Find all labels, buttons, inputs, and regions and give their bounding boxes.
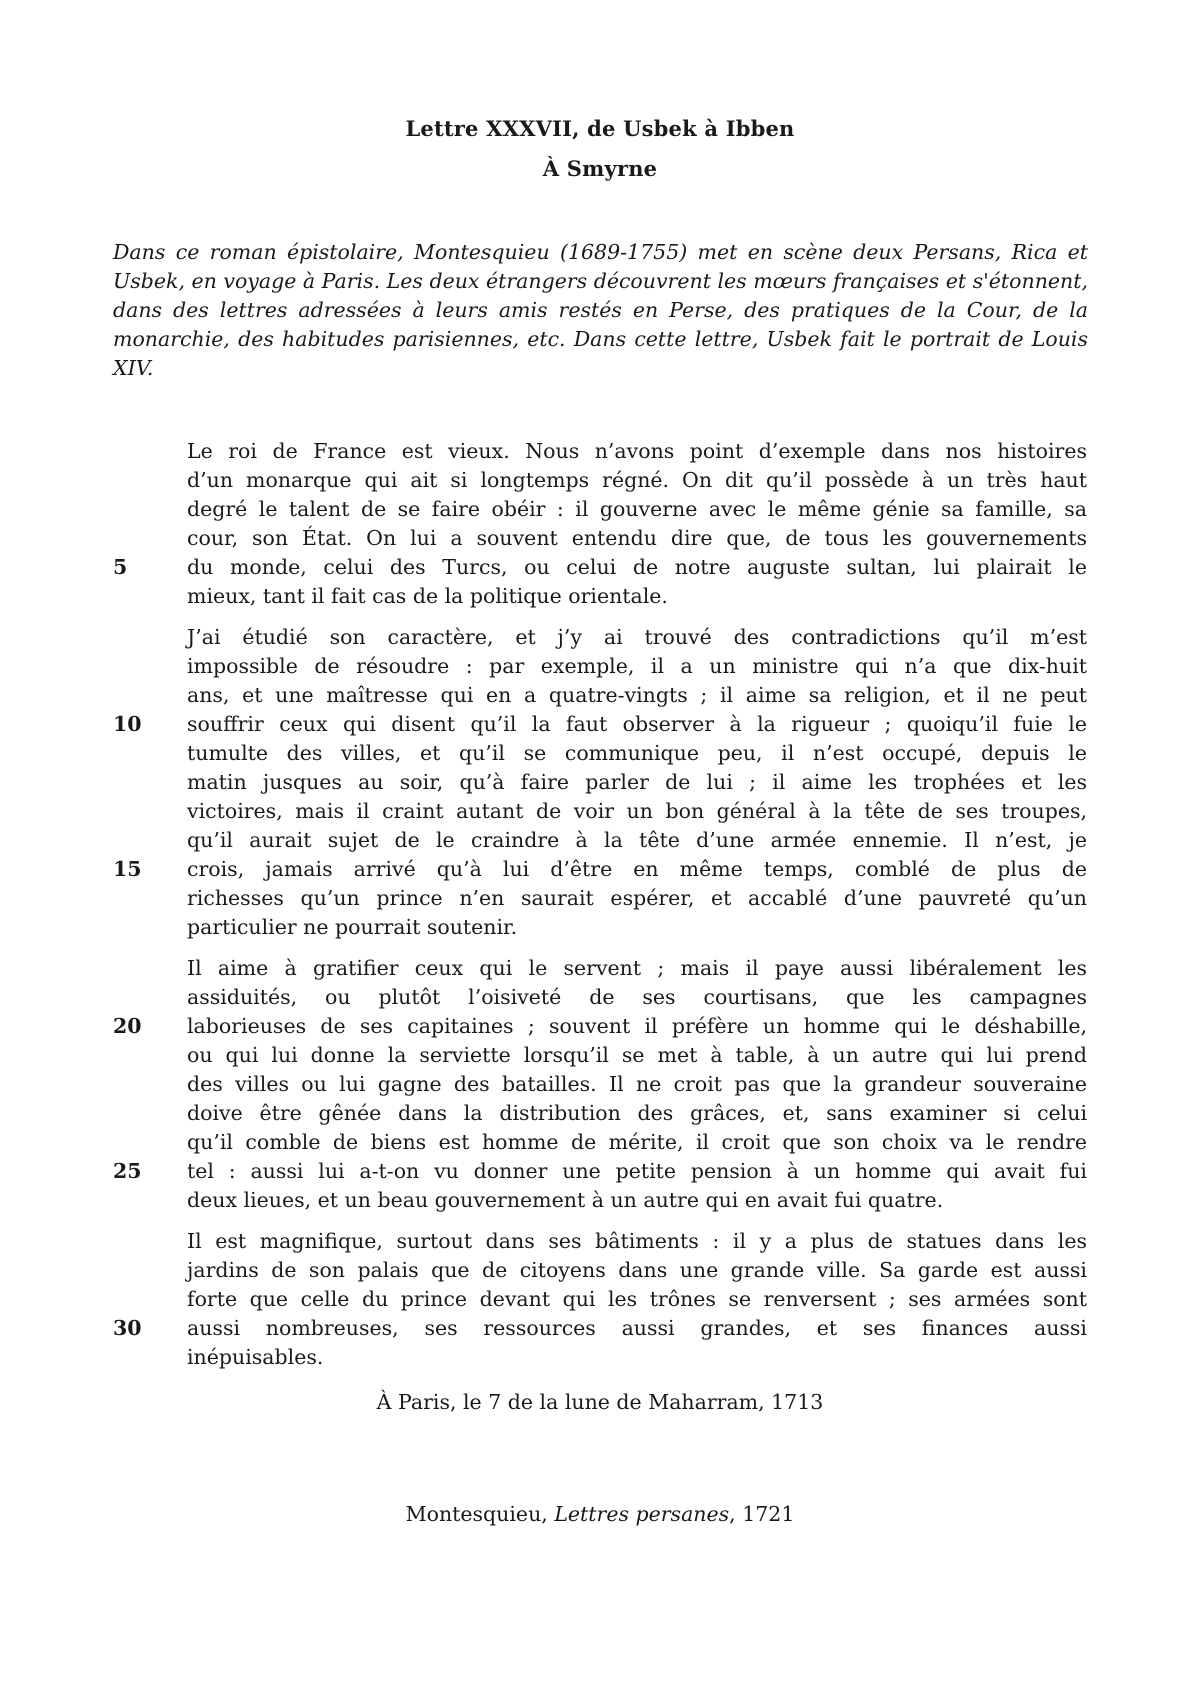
- line-text: particulier ne pourrait soutenir.: [187, 915, 518, 939]
- line-text: J’ai étudié son caractère, et j’y ai trouvé des contradictions qu’il m’est: [187, 625, 1087, 649]
- text-line: [187, 913, 1087, 942]
- body-paragraph: [113, 1227, 1087, 1372]
- line-text: victoires, mais il craint autant de voir un bon général à la tête de ses troupes,: [187, 799, 1087, 823]
- text-line: [187, 582, 1087, 611]
- intro-paragraph: Dans ce roman épistolaire, Montesquieu (1689-1755) met en scène deux Persans, Rica et Usbek, en voyage à Paris. Les deux étrangers découvrent les mœurs françaises et s'étonnent, dans des lettres adressées à leurs amis restés en Perse, des pratiques de la Cour, de la monarchie, des habitudes parisiennes, etc. Dans cette lettre, Usbek fait le portrait de Louis XIV.: [113, 240, 1088, 380]
- text-line: [187, 739, 1087, 768]
- letter-signature: À Paris, le 7 de la lune de Maharram, 1713: [376, 1390, 824, 1414]
- text-line: [187, 1128, 1087, 1157]
- line-text: inépuisables.: [187, 1345, 324, 1369]
- line-text: deux lieues, et un beau gouvernement à un autre qui en avait fui quatre.: [187, 1188, 944, 1212]
- text-line: [187, 1041, 1087, 1070]
- text-line: [187, 1227, 1087, 1256]
- body-paragraph: [113, 954, 1087, 1215]
- line-text: ou qui lui donne la serviette lorsqu’il se met à table, à un autre qui lui prend: [187, 1043, 1087, 1067]
- text-line: [187, 437, 1087, 466]
- line-text: d’un monarque qui ait si longtemps régné. On dit qu’il possède à un très haut: [187, 468, 1087, 492]
- line-number: 5: [113, 555, 128, 579]
- line-text: ans, et une maîtresse qui en a quatre-vingts ; il aime sa religion, et il ne peut: [187, 683, 1087, 707]
- text-line: [187, 1070, 1087, 1099]
- line-text: Il aime à gratifier ceux qui le servent ; mais il paye aussi libéralement les: [187, 956, 1087, 980]
- source-year: , 1721: [729, 1502, 795, 1526]
- text-line: [187, 495, 1087, 524]
- line-text: tumulte des villes, et qu’il se communique peu, il n’est occupé, depuis le: [187, 741, 1087, 765]
- text-line: [113, 1012, 1087, 1041]
- line-text: cour, son État. On lui a souvent entendu dire que, de tous les gouvernements: [187, 526, 1087, 550]
- source-citation: [0, 1502, 1200, 1526]
- text-line: [187, 1285, 1087, 1314]
- text-line: [113, 1314, 1087, 1343]
- line-text: laborieuses de ses capitaines ; souvent il préfère un homme qui le déshabille,: [187, 1014, 1087, 1038]
- line-text: aussi nombreuses, ses ressources aussi grandes, et ses finances aussi: [187, 1316, 1087, 1340]
- source-work-title: Lettres persanes: [554, 1502, 730, 1526]
- line-text: qu’il aurait sujet de le craindre à la tête d’une armée ennemie. Il n’est, je: [187, 828, 1087, 852]
- line-text: matin jusques au soir, qu’à faire parler de lui ; il aime les trophées et les: [187, 770, 1087, 794]
- letter-title: Lettre XXXVII, de Usbek à Ibben: [405, 116, 795, 141]
- text-line: [113, 553, 1087, 582]
- text-line: [187, 1186, 1087, 1215]
- line-text: qu’il comble de biens est homme de mérite, il croit que son choix va le rendre: [187, 1130, 1087, 1154]
- line-text: assiduités, ou plutôt l’oisiveté de ses courtisans, que les campagnes: [187, 985, 1087, 1009]
- text-line: [187, 623, 1087, 652]
- line-text: tel : aussi lui a-t-on vu donner une petite pension à un homme qui avait fui: [187, 1159, 1087, 1183]
- text-line: [187, 652, 1087, 681]
- line-text: mieux, tant il fait cas de la politique orientale.: [187, 584, 668, 608]
- letter-destination: À Smyrne: [542, 156, 658, 181]
- text-line: [187, 983, 1087, 1012]
- line-number: 10: [113, 712, 142, 736]
- line-number: 20: [113, 1014, 142, 1038]
- text-line: [187, 768, 1087, 797]
- text-line: [113, 855, 1087, 884]
- text-line: [187, 681, 1087, 710]
- text-line: [187, 797, 1087, 826]
- body-paragraph: [113, 623, 1087, 942]
- line-text: Il est magnifique, surtout dans ses bâtiments : il y a plus de statues dans les: [187, 1229, 1087, 1253]
- paragraph-gap: [187, 1215, 1087, 1227]
- text-line: [187, 466, 1087, 495]
- text-line: [187, 826, 1087, 855]
- line-number: 15: [113, 857, 142, 881]
- text-line: [187, 884, 1087, 913]
- text-line: [187, 1099, 1087, 1128]
- line-text: forte que celle du prince devant qui les trônes se renversent ; ses armées sont: [187, 1287, 1087, 1311]
- body-paragraph: [113, 437, 1087, 611]
- source-author: Montesquieu,: [405, 1502, 555, 1526]
- line-text: impossible de résoudre : par exemple, il a un ministre qui n’a que dix-huit: [187, 654, 1087, 678]
- line-text: crois, jamais arrivé qu’à lui d’être en même temps, comblé de plus de: [187, 857, 1087, 881]
- line-text: des villes ou lui gagne des batailles. Il ne croit pas que la grandeur souveraine: [187, 1072, 1087, 1096]
- text-line: [113, 1157, 1087, 1186]
- line-text: du monde, celui des Turcs, ou celui de notre auguste sultan, lui plairait le: [187, 555, 1087, 579]
- line-text: degré le talent de se faire obéir : il gouverne avec le même génie sa famille, sa: [187, 497, 1087, 521]
- text-line: [187, 1256, 1087, 1285]
- letter-body: [113, 437, 1087, 1372]
- line-text: Le roi de France est vieux. Nous n’avons point d’exemple dans nos histoires: [187, 439, 1087, 463]
- line-number: 30: [113, 1316, 142, 1340]
- text-line: [187, 954, 1087, 983]
- text-line: [187, 524, 1087, 553]
- line-number: 25: [113, 1159, 142, 1183]
- line-text: jardins de son palais que de citoyens dans une grande ville. Sa garde est aussi: [187, 1258, 1087, 1282]
- line-text: souffrir ceux qui disent qu’il la faut observer à la rigueur ; quoiqu’il fuie le: [187, 712, 1087, 736]
- text-line: [187, 1343, 1087, 1372]
- line-text: doive être gênée dans la distribution des grâces, et, sans examiner si celui: [187, 1101, 1087, 1125]
- paragraph-gap: [187, 611, 1087, 623]
- paragraph-gap: [187, 942, 1087, 954]
- line-text: richesses qu’un prince n’en saurait espérer, et accablé d’une pauvreté qu’un: [187, 886, 1087, 910]
- text-line: [113, 710, 1087, 739]
